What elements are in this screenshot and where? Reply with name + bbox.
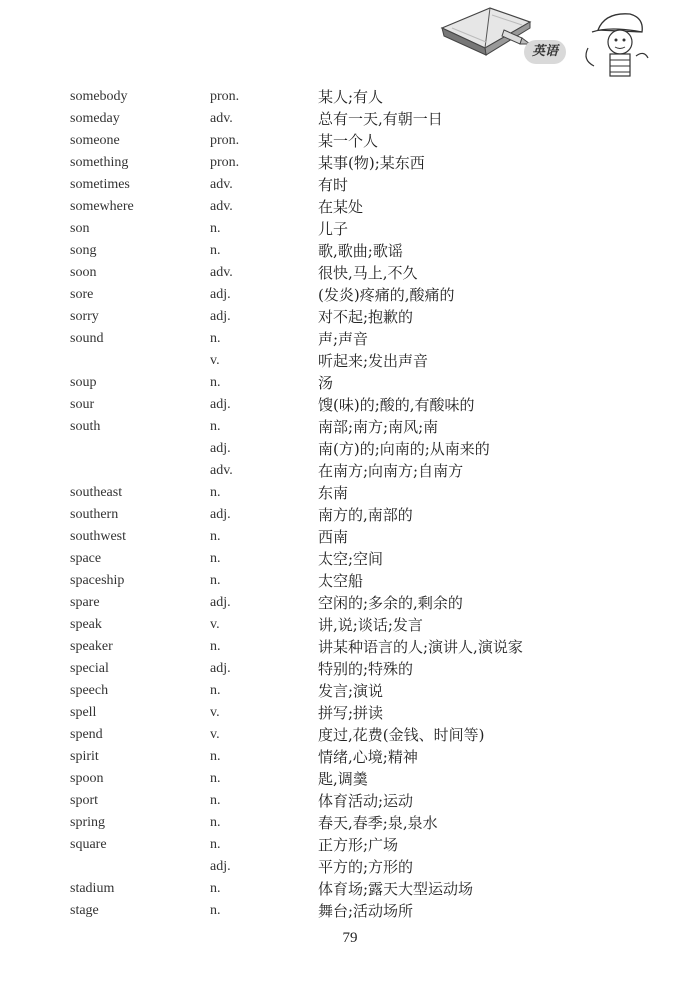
vocab-meaning: 东南 [318, 484, 349, 502]
vocab-meaning: 有时 [318, 176, 349, 194]
vocab-row [0, 108, 700, 130]
vocab-word: soup [70, 375, 97, 390]
vocab-word: spring [70, 815, 105, 830]
part-of-speech: n. [210, 903, 221, 918]
vocab-meaning: 在某处 [318, 198, 364, 216]
vocab-word: spell [70, 705, 97, 720]
part-of-speech: n. [210, 771, 221, 786]
vocab-meaning: 正方形;广场 [318, 836, 399, 854]
vocab-row [0, 130, 700, 152]
part-of-speech: n. [210, 331, 221, 346]
vocab-meaning: 对不起;抱歉的 [318, 308, 414, 326]
part-of-speech: v. [210, 705, 220, 720]
vocab-word: square [70, 837, 107, 852]
vocab-row [0, 658, 700, 680]
vocab-meaning: 拼写;拼读 [318, 704, 384, 722]
vocab-row [0, 702, 700, 724]
vocab-meaning: 度过,花费(金钱、时间等) [318, 726, 485, 744]
vocab-word: spend [70, 727, 103, 742]
vocab-meaning: 平方的;方形的 [318, 858, 414, 876]
part-of-speech: adj. [210, 309, 231, 324]
vocab-meaning: 舞台;活动场所 [318, 902, 414, 920]
vocab-word: spaceship [70, 573, 125, 588]
part-of-speech: adj. [210, 661, 231, 676]
part-of-speech: n. [210, 639, 221, 654]
vocab-word: sometimes [70, 177, 130, 192]
vocab-word: sorry [70, 309, 99, 324]
vocab-row [0, 724, 700, 746]
vocab-meaning: 情绪,心境;精神 [318, 748, 418, 766]
vocab-row [0, 416, 700, 438]
vocab-meaning: 体育场;露天大型运动场 [318, 880, 474, 898]
vocab-row [0, 174, 700, 196]
vocab-meaning: 馊(味)的;酸的,有酸味的 [318, 396, 475, 414]
part-of-speech: adv. [210, 111, 233, 126]
vocab-meaning: 汤 [318, 374, 334, 392]
vocab-meaning: 歌,歌曲;歌谣 [318, 242, 403, 260]
vocab-meaning: 声;声音 [318, 330, 369, 348]
part-of-speech: n. [210, 573, 221, 588]
part-of-speech: n. [210, 243, 221, 258]
part-of-speech: n. [210, 683, 221, 698]
vocab-row [0, 152, 700, 174]
vocab-word: son [70, 221, 90, 236]
vocab-row [0, 306, 700, 328]
vocab-row [0, 240, 700, 262]
vocab-meaning: 匙,调羹 [318, 770, 368, 788]
vocab-word: speak [70, 617, 102, 632]
open-book-icon [430, 0, 700, 90]
vocab-word: someone [70, 133, 120, 148]
part-of-speech: adj. [210, 397, 231, 412]
vocab-word: stadium [70, 881, 115, 896]
part-of-speech: adj. [210, 507, 231, 522]
part-of-speech: n. [210, 485, 221, 500]
vocab-row [0, 636, 700, 658]
vocab-meaning: 体育活动;运动 [318, 792, 414, 810]
vocab-meaning: 西南 [318, 528, 349, 546]
part-of-speech: n. [210, 375, 221, 390]
vocab-row [0, 570, 700, 592]
vocab-meaning: 某人;有人 [318, 88, 384, 106]
part-of-speech: v. [210, 617, 220, 632]
vocab-word: song [70, 243, 97, 258]
part-of-speech: n. [210, 221, 221, 236]
vocab-meaning: 很快,马上,不久 [318, 264, 418, 282]
part-of-speech: v. [210, 353, 220, 368]
vocab-meaning: 儿子 [318, 220, 349, 238]
vocab-row [0, 768, 700, 790]
vocab-word: sound [70, 331, 104, 346]
vocab-meaning: 某事(物);某东西 [318, 154, 425, 172]
vocab-word: space [70, 551, 102, 566]
vocab-row [0, 262, 700, 284]
vocab-row [0, 438, 700, 460]
part-of-speech: n. [210, 837, 221, 852]
vocab-word: southeast [70, 485, 123, 500]
part-of-speech: n. [210, 815, 221, 830]
vocab-row [0, 482, 700, 504]
part-of-speech: v. [210, 727, 220, 742]
vocab-word: spirit [70, 749, 99, 764]
vocab-row [0, 86, 700, 108]
vocab-word: speaker [70, 639, 113, 654]
vocab-word: southern [70, 507, 119, 522]
vocab-meaning: 春天,春季;泉,泉水 [318, 814, 438, 832]
vocab-meaning: 某一个人 [318, 132, 379, 150]
part-of-speech: adv. [210, 265, 233, 280]
vocab-word: somebody [70, 89, 128, 104]
part-of-speech: pron. [210, 133, 240, 148]
part-of-speech: adj. [210, 441, 231, 456]
part-of-speech: n. [210, 529, 221, 544]
vocab-meaning: 讲某种语言的人;演讲人,演说家 [318, 638, 523, 656]
vocab-row [0, 680, 700, 702]
part-of-speech: adv. [210, 199, 233, 214]
vocab-word: speech [70, 683, 109, 698]
part-of-speech: n. [210, 881, 221, 896]
vocab-word: special [70, 661, 109, 676]
part-of-speech: pron. [210, 155, 240, 170]
header-illustration [430, 0, 700, 90]
vocab-word: sour [70, 397, 95, 412]
vocab-meaning: 讲,说;谈话;发言 [318, 616, 423, 634]
vocab-row [0, 196, 700, 218]
part-of-speech: n. [210, 793, 221, 808]
part-of-speech: adj. [210, 287, 231, 302]
vocab-meaning: 南方的,南部的 [318, 506, 413, 524]
vocab-meaning: 南部;南方;南风;南 [318, 418, 439, 436]
vocab-meaning: 特别的;特殊的 [318, 660, 414, 678]
vocab-meaning: 发言;演说 [318, 682, 384, 700]
vocab-row [0, 350, 700, 372]
vocab-row [0, 790, 700, 812]
vocab-meaning: 总有一天,有朝一日 [318, 110, 443, 128]
part-of-speech: n. [210, 551, 221, 566]
vocab-meaning: (发炎)疼痛的,酸痛的 [318, 286, 455, 304]
vocab-row [0, 746, 700, 768]
part-of-speech: pron. [210, 89, 240, 104]
cartoon-boy-icon [586, 14, 648, 76]
part-of-speech: adj. [210, 595, 231, 610]
part-of-speech: adv. [210, 463, 233, 478]
vocab-row [0, 394, 700, 416]
part-of-speech: n. [210, 749, 221, 764]
page-number: 79 [342, 930, 358, 946]
vocab-word: spoon [70, 771, 104, 786]
vocab-word: spare [70, 595, 100, 610]
vocab-meaning: 太空;空间 [318, 550, 384, 568]
part-of-speech: n. [210, 419, 221, 434]
vocab-row [0, 614, 700, 636]
vocab-row [0, 900, 700, 922]
vocab-word: something [70, 155, 129, 170]
vocab-row [0, 218, 700, 240]
vocab-row [0, 812, 700, 834]
vocab-word: soon [70, 265, 97, 280]
vocab-row [0, 460, 700, 482]
vocab-meaning: 太空船 [318, 572, 364, 590]
vocab-row [0, 328, 700, 350]
vocab-word: sport [70, 793, 98, 808]
vocab-word: somewhere [70, 199, 134, 214]
vocab-row [0, 856, 700, 878]
vocab-row [0, 284, 700, 306]
vocabulary-list [0, 86, 700, 922]
vocab-meaning: 听起来;发出声音 [318, 352, 429, 370]
vocab-row [0, 526, 700, 548]
vocab-word: someday [70, 111, 120, 126]
vocab-row [0, 834, 700, 856]
vocab-row [0, 372, 700, 394]
part-of-speech: adj. [210, 859, 231, 874]
vocab-row [0, 878, 700, 900]
vocab-word: sore [70, 287, 94, 302]
vocab-row [0, 548, 700, 570]
vocab-meaning: 空闲的;多余的,剩余的 [318, 594, 463, 612]
part-of-speech: adv. [210, 177, 233, 192]
vocab-row [0, 592, 700, 614]
vocab-word: south [70, 419, 101, 434]
vocab-word: stage [70, 903, 99, 918]
vocab-meaning: 在南方;向南方;自南方 [318, 462, 464, 480]
vocab-word: southwest [70, 529, 126, 544]
vocab-row [0, 504, 700, 526]
vocab-meaning: 南(方)的;向南的;从南来的 [318, 440, 490, 458]
subject-badge: 英语 [524, 40, 566, 64]
